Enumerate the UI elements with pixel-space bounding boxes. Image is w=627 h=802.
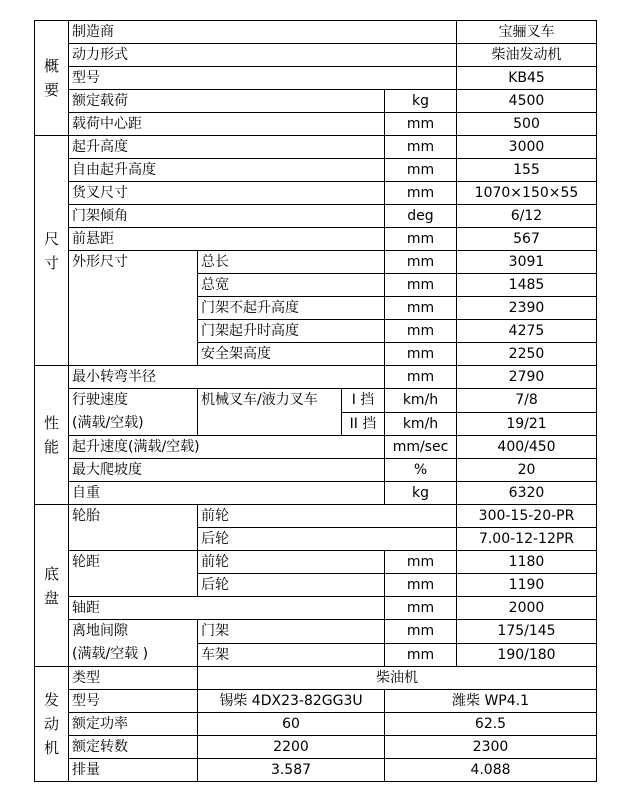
rated-load-label: 额定载荷 [69,90,385,113]
engine-power-b: 62.5 [385,713,597,736]
row-engine-power [35,713,597,736]
free-lift-unit: mm [385,159,457,182]
power-type-label: 动力形式 [69,44,457,67]
track-rear-label: 后轮 [198,574,385,597]
gear2-label: II 挡 [342,412,385,436]
weight-value: 6320 [457,482,597,505]
travel-speed-label-line1: 行驶速度 [72,392,128,408]
section-overview [35,21,69,136]
engine-displacement-a: 3.587 [198,759,385,782]
clearance-mast-value: 175/145 [457,620,597,644]
rated-load-unit: kg [385,90,457,113]
engine-speed-label: 额定转数 [69,736,198,759]
row-track-front [35,551,597,574]
section-char: 底 [43,564,59,583]
load-center-unit: mm [385,113,457,136]
row-manufacturer [35,21,597,44]
section-char: 尺 [43,229,59,248]
gradeability-value: 20 [457,459,597,482]
gradeability-label: 最大爬坡度 [69,459,385,482]
overhead-guard-label: 安全架高度 [198,343,385,366]
engine-model-label: 型号 [69,690,198,713]
engine-type-value: 柴油机 [198,667,597,690]
wheelbase-value: 2000 [457,597,597,620]
gear2-value: 19/21 [457,412,597,436]
mast-lowered-unit: mm [385,297,457,320]
section-dimensions [35,136,69,366]
row-travel-speed-gear1 [35,389,597,413]
lift-speed-label: 起升速度(满载/空载) [69,436,385,459]
manufacturer-value: 宝骊叉车 [457,21,597,44]
engine-model-b: 潍柴 WP4.1 [385,690,597,713]
clearance-frame-value: 190/180 [457,643,597,667]
overall-width-label: 总宽 [198,274,385,297]
turning-radius-label: 最小转弯半径 [69,366,385,389]
clearance-frame-label: 车架 [198,643,385,667]
mast-lowered-label: 门架不起升高度 [198,297,385,320]
row-rated-load [35,90,597,113]
section-char: 机 [43,739,59,757]
mast-tilt-unit: deg [385,205,457,228]
travel-speed-label-line2: (满载/空载) [72,415,144,431]
mast-tilt-value: 6/12 [457,205,597,228]
overall-length-label: 总长 [198,251,385,274]
row-overall-length [35,251,597,274]
manufacturer-label: 制造商 [69,21,457,44]
travel-speed-label [69,389,198,436]
gear1-label: I 挡 [342,389,385,413]
section-char: 动 [43,715,59,733]
section-char: 性 [43,414,59,432]
row-free-lift [35,159,597,182]
overall-width-unit: mm [385,274,457,297]
track-front-label: 前轮 [198,551,385,574]
tire-front-value: 300-15-20-PR [457,505,597,528]
tire-rear-value: 7.00-12-12PR [457,528,597,551]
mast-extended-value: 4275 [457,320,597,343]
clearance-mast-label: 门架 [198,620,385,644]
lift-height-unit: mm [385,136,457,159]
overhead-guard-value: 2250 [457,343,597,366]
tire-front-label: 前轮 [198,505,457,528]
section-char: 要 [43,81,59,99]
row-gradeability [35,459,597,482]
row-lift-speed [35,436,597,459]
clearance-label-line1: 离地间隙 [72,623,128,639]
section-chassis [35,505,69,667]
overhead-guard-unit: mm [385,343,457,366]
gear2-unit: km/h [385,412,457,436]
row-fork-size [35,182,597,205]
weight-label: 自重 [69,482,385,505]
tires-label: 轮胎 [69,505,198,551]
power-type-value: 柴油发动机 [457,44,597,67]
front-overhang-value: 567 [457,228,597,251]
travel-speed-type: 机械叉车/液力叉车 [198,389,342,436]
clearance-label [69,620,198,667]
weight-unit: kg [385,482,457,505]
section-engine [35,667,69,782]
fork-size-unit: mm [385,182,457,205]
section-char: 盘 [43,588,59,607]
row-clearance-mast [35,620,597,644]
lift-speed-unit: mm/sec [385,436,457,459]
section-char: 概 [43,57,59,75]
row-power-type [35,44,597,67]
gear1-unit: km/h [385,389,457,413]
model-label: 型号 [69,67,457,90]
overall-length-unit: mm [385,251,457,274]
tire-rear-label: 后轮 [198,528,457,551]
engine-displacement-b: 4.088 [385,759,597,782]
overall-dimensions-label: 外形尺寸 [69,251,198,366]
section-char: 发 [43,691,59,709]
engine-displacement-label: 排量 [69,759,198,782]
track-front-value: 1180 [457,551,597,574]
turning-radius-value: 2790 [457,366,597,389]
mast-extended-label: 门架起升时高度 [198,320,385,343]
mast-extended-unit: mm [385,320,457,343]
wheelbase-label: 轴距 [69,597,385,620]
section-char: 能 [43,438,59,456]
track-label: 轮距 [69,551,198,597]
engine-model-a: 锡柴 4DX23-82GG3U [198,690,385,713]
load-center-value: 500 [457,113,597,136]
row-weight [35,482,597,505]
row-engine-type [35,667,597,690]
free-lift-label: 自由起升高度 [69,159,385,182]
mast-tilt-label: 门架倾角 [69,205,385,228]
clearance-frame-unit: mm [385,643,457,667]
row-lift-height [35,136,597,159]
row-wheelbase [35,597,597,620]
engine-speed-b: 2300 [385,736,597,759]
gradeability-unit: % [385,459,457,482]
engine-speed-a: 2200 [198,736,385,759]
turning-radius-unit: mm [385,366,457,389]
mast-lowered-value: 2390 [457,297,597,320]
front-overhang-label: 前悬距 [69,228,385,251]
row-engine-speed [35,736,597,759]
section-performance [35,366,69,505]
wheelbase-unit: mm [385,597,457,620]
free-lift-value: 155 [457,159,597,182]
engine-power-label: 额定功率 [69,713,198,736]
fork-size-value: 1070×150×55 [457,182,597,205]
rated-load-value: 4500 [457,90,597,113]
overall-length-value: 3091 [457,251,597,274]
front-overhang-unit: mm [385,228,457,251]
row-mast-tilt [35,205,597,228]
overall-width-value: 1485 [457,274,597,297]
row-load-center [35,113,597,136]
fork-size-label: 货叉尺寸 [69,182,385,205]
model-value: KB45 [457,67,597,90]
clearance-label-line2: (满载/空载 ) [72,646,149,662]
row-tire-front [35,505,597,528]
spec-table [34,20,597,782]
gear1-value: 7/8 [457,389,597,413]
load-center-label: 载荷中心距 [69,113,385,136]
engine-type-label: 类型 [69,667,198,690]
section-char: 寸 [43,253,59,272]
lift-height-label: 起升高度 [69,136,385,159]
lift-height-value: 3000 [457,136,597,159]
row-engine-model [35,690,597,713]
row-turning-radius [35,366,597,389]
clearance-mast-unit: mm [385,620,457,644]
track-rear-unit: mm [385,574,457,597]
track-rear-value: 1190 [457,574,597,597]
row-front-overhang [35,228,597,251]
row-engine-displacement [35,759,597,782]
lift-speed-value: 400/450 [457,436,597,459]
track-front-unit: mm [385,551,457,574]
row-model [35,67,597,90]
engine-power-a: 60 [198,713,385,736]
